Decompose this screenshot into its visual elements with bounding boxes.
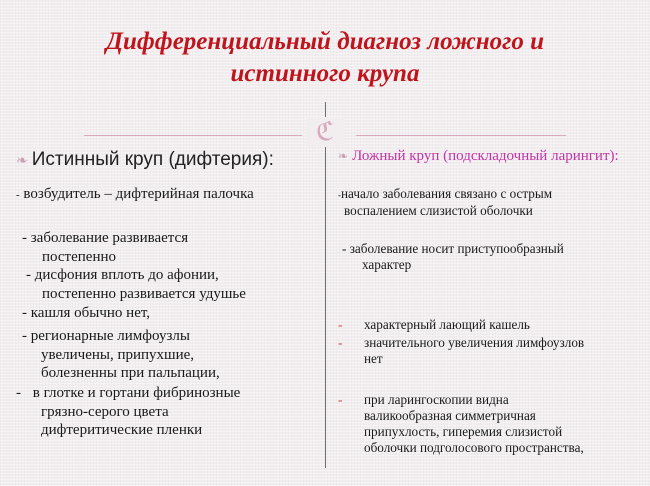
left-item-4 [22,304,312,323]
ornament-glyph: ℭ [315,117,335,147]
left-heading-text: Истинный круп (дифтерия): [31,149,274,170]
slide-title [20,26,630,90]
item-text-cont: воспалением слизистой оболочки [344,203,533,218]
item-text: дисфония вплоть до афонии, [34,267,219,283]
left-item-3 [26,266,316,303]
item-text: начало заболевания связано с острым [341,186,553,201]
left-item-2 [22,229,312,266]
right-item-4 [338,335,638,367]
column-divider [325,102,326,468]
item-text: при ларингоскопии видна [364,392,509,407]
item-text-cont: валикообразная симметричная [364,408,536,423]
title-line-2: истинного крупа [230,60,420,87]
item-text-cont: постепенно [42,248,117,265]
item-dash: - [16,189,20,201]
item-dash: - [22,328,31,344]
item-text-cont: грязно-серого цвета [41,403,169,420]
left-item-1 [16,185,316,205]
right-item-1 [338,186,638,219]
left-column-heading [16,149,316,172]
divider-right [356,135,566,136]
divider-left [84,135,302,136]
item-text: заболевание носит приступообразный [349,241,564,256]
item-text-cont: дифтеритические пленки [41,422,203,438]
item-text-cont: болезненны при пальпации, [41,365,220,381]
title-line-1: Дифференциальный диагноз ложного и [105,28,545,55]
flourish-bullet-icon: ❧ [16,153,28,169]
item-dash: - [16,385,25,401]
item-text: возбудитель – дифтерийная палочка [19,186,254,202]
item-dash: - [342,241,350,256]
item-text: кашля обычно нет, [30,305,151,321]
item-dash: - [338,317,343,332]
item-dash: - [338,190,341,200]
item-dash: - [22,305,31,321]
item-text-cont: припухлость, гиперемия слизистой [364,424,563,439]
item-text-cont: постепенно развивается удушье [42,285,246,302]
item-text: значительного увеличения лимфоузлов [364,335,585,350]
flourish-bullet-icon: ❧ [338,149,349,163]
item-text-cont: увеличены, припухшие, [41,346,195,363]
item-text-cont: характер [362,257,412,272]
item-text: регионарные лимфоузлы [30,328,190,344]
item-text: в глотке и гортани фибринозные [32,385,241,401]
item-dash: - [26,267,35,283]
item-dash: - [338,335,343,350]
right-heading-text: Ложный круп (подскладочный ларингит): [352,148,619,164]
right-item-3 [338,317,638,333]
item-text-cont: оболочки подголосового пространства, [364,440,584,455]
item-text: характерный лающий кашель [364,317,530,332]
item-text-cont: нет [364,351,383,366]
item-text: заболевание развивается [30,230,189,246]
right-item-2 [342,241,638,273]
item-dash: - [338,392,343,407]
right-column-heading [338,148,650,165]
ornament-icon [306,117,344,147]
right-item-5 [338,392,644,456]
item-dash: - [22,230,31,246]
left-item-5 [22,327,312,383]
left-item-6 [16,384,316,440]
